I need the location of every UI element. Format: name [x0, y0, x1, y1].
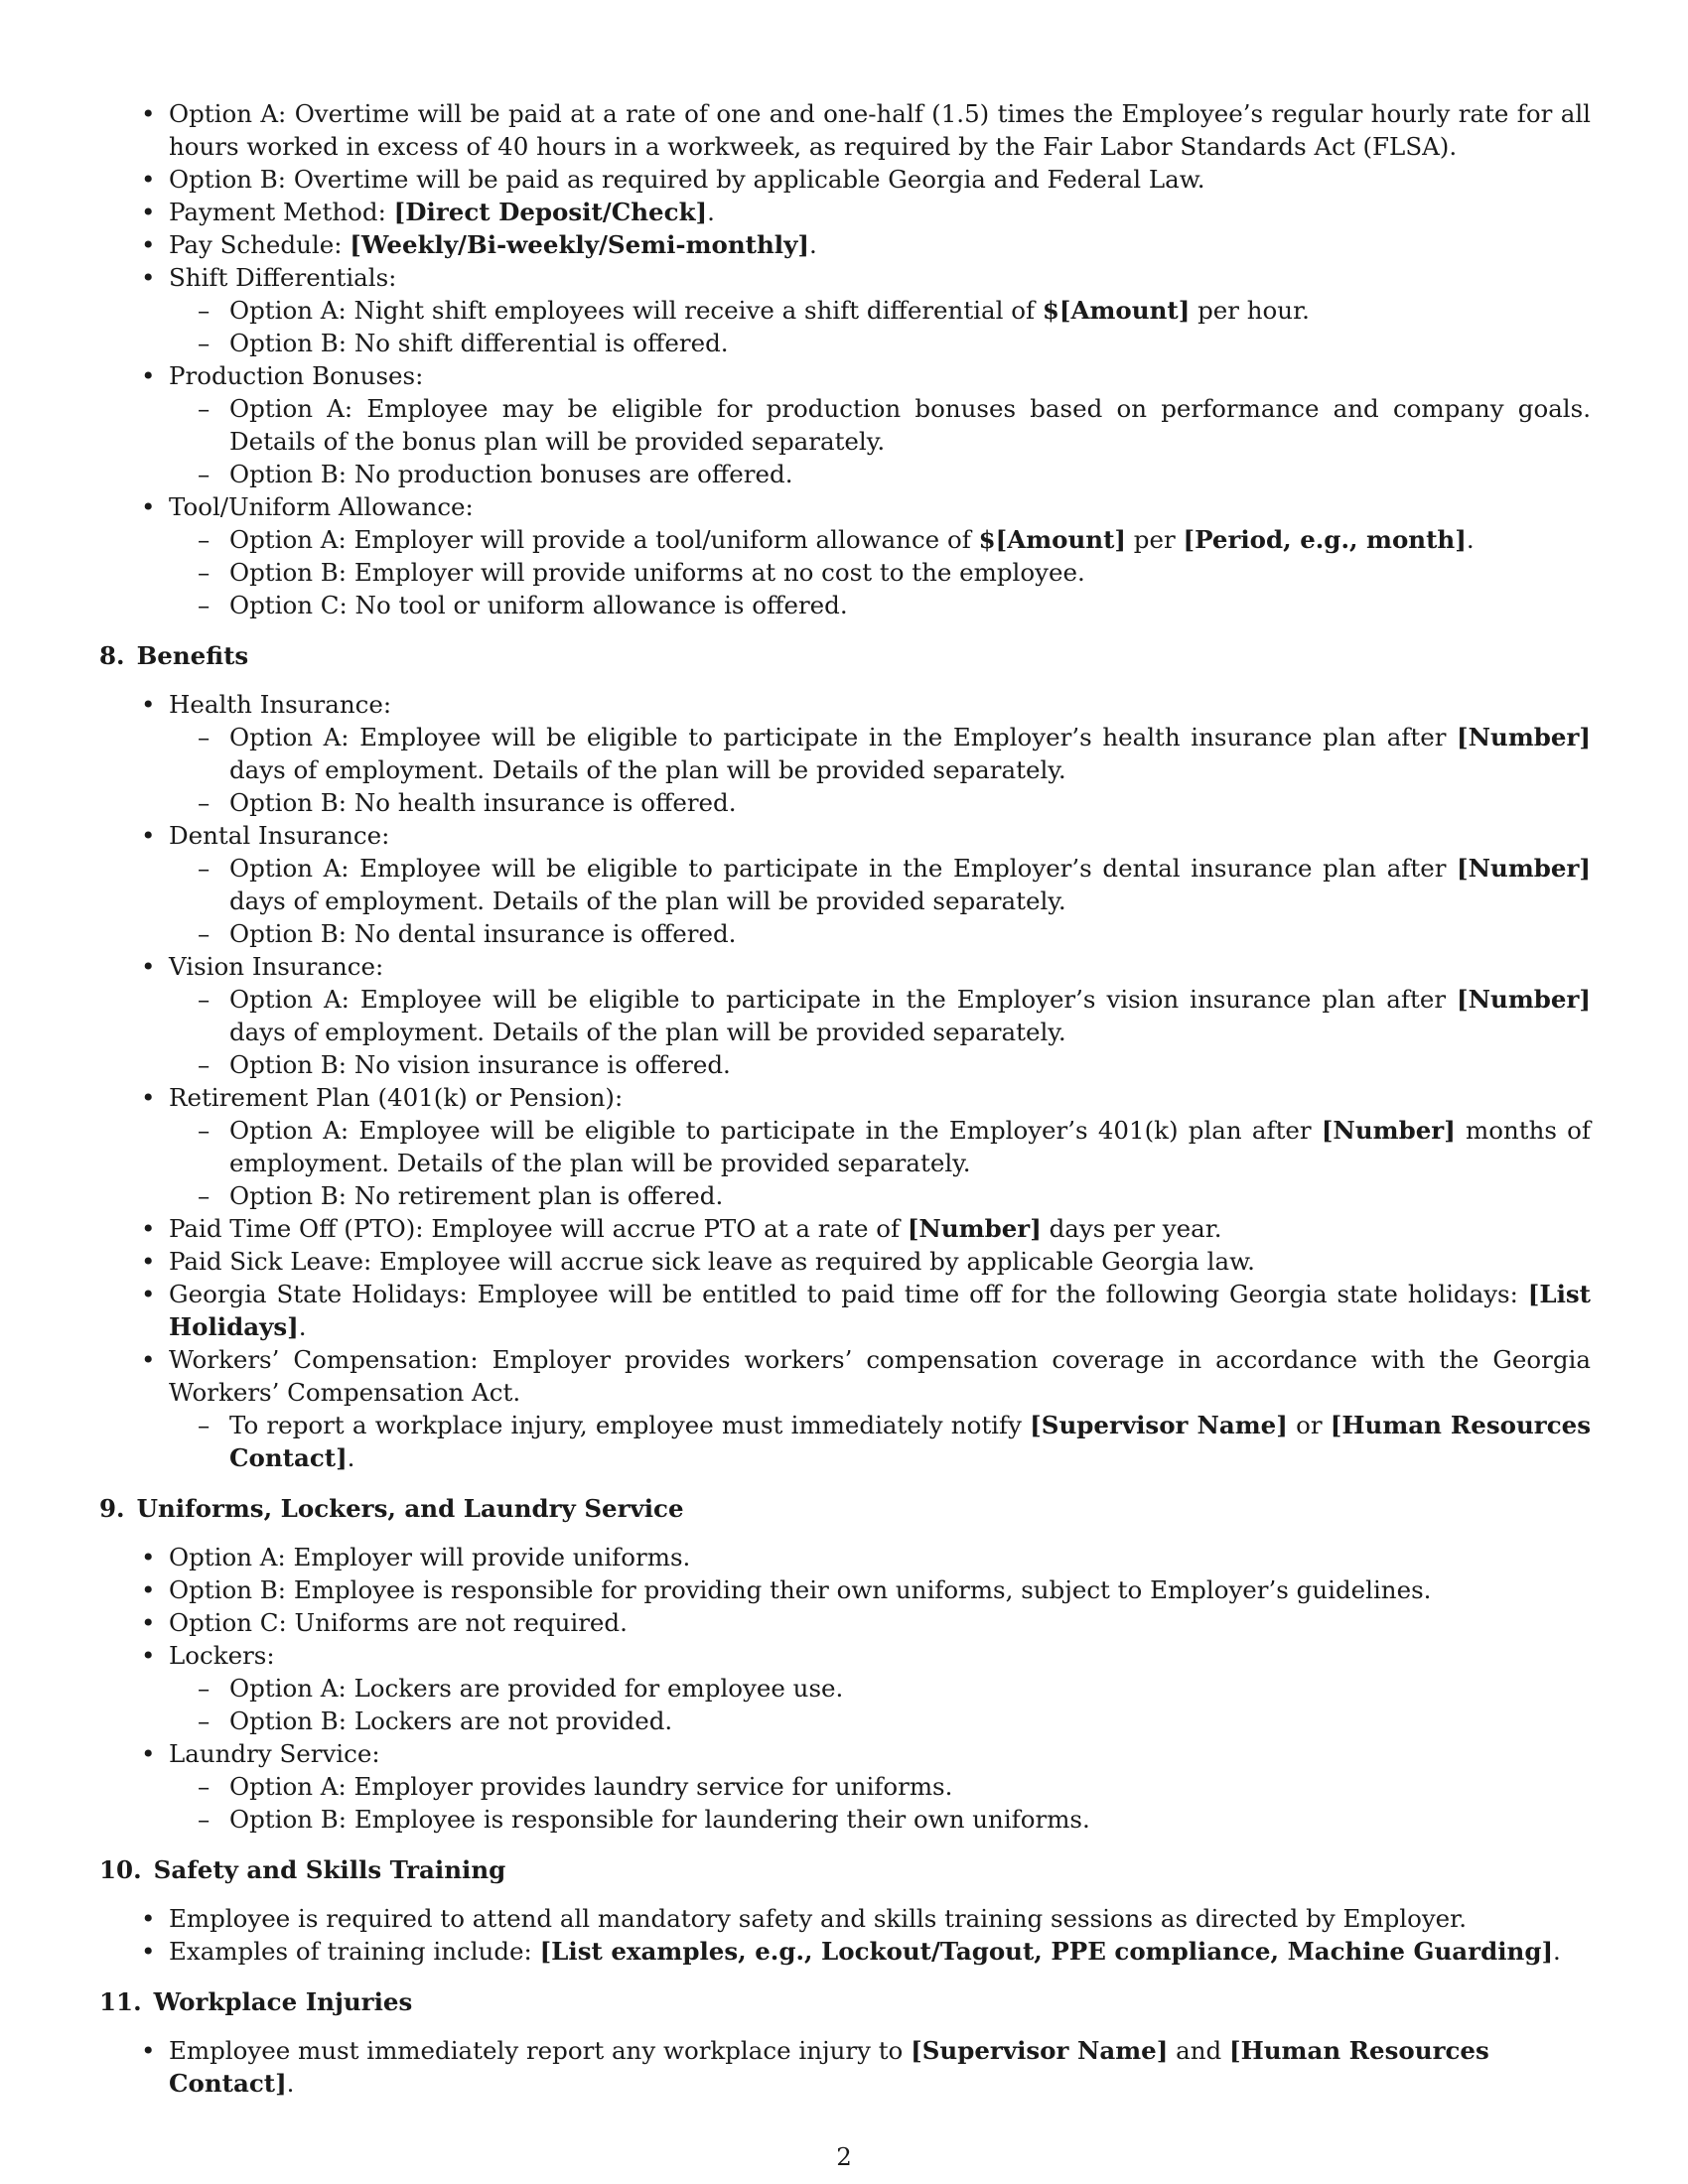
list-item-vision-b: – Option B: No vision insurance is offered.: [229, 1048, 1591, 1081]
list-item-health-insurance: • Health Insurance: – Option A: Employee will be eligible to participate in the Employer’s health insurance plan after [Number] days of employment. Details of the plan will be provided separately. – Option B: No health insurance is offered.: [169, 688, 1591, 819]
list-item-sick-leave: • Paid Sick Leave: Employee will accrue sick leave as required by applicable Georgia law.: [169, 1245, 1591, 1278]
vision-insurance-options: [169, 983, 1591, 1081]
list-item-tool-uniform-b: – Option B: Employer will provide uniforms at no cost to the employee.: [229, 556, 1591, 589]
list-item-vision-insurance: • Vision Insurance: – Option A: Employee will be eligible to participate in the Employer’s vision insurance plan after [Number] days of employment. Details of the plan will be provided separately. – Option B: No vision insurance is offered.: [169, 950, 1591, 1081]
list-item-dental-b: – Option B: No dental insurance is offered.: [229, 917, 1591, 950]
list-item-shift-diff-a: – Option A: Night shift employees will receive a shift differential of $[Amount] per hour.: [229, 294, 1591, 327]
compensation-list: [99, 97, 1591, 621]
list-item-report-injury-main: • Employee must immediately report any workplace injury to [Supervisor Name] and [Human Resources Contact].: [169, 2034, 1591, 2100]
list-item-laundry-a: – Option A: Employer provides laundry service for uniforms.: [229, 1770, 1591, 1803]
list-item-shift-differentials: • Shift Differentials: – Option A: Night shift employees will receive a shift differential of $[Amount] per hour. – Option B: No shift differential is offered.: [169, 261, 1591, 359]
list-item-laundry-b: – Option B: Employee is responsible for laundering their own uniforms.: [229, 1803, 1591, 1836]
section-heading-uniforms: 9. Uniforms, Lockers, and Laundry Service: [99, 1494, 684, 1523]
list-item-uniforms-c: • Option C: Uniforms are not required.: [169, 1606, 1591, 1639]
list-item-shift-diff-b: – Option B: No shift differential is offered.: [229, 327, 1591, 359]
health-insurance-options: [169, 721, 1591, 819]
uniforms-list: [99, 1541, 1591, 1836]
benefits-list: [99, 688, 1591, 1474]
list-item-lockers-a: – Option A: Lockers are provided for employee use.: [229, 1672, 1591, 1705]
list-item-workers-compensation: • Workers’ Compensation: Employer provides workers’ compensation coverage in accordance with the Georgia Workers’ Compensation Act. – To report a workplace injury, employee must immediately notify [Supervisor Name] or [Human Resources Contact].: [169, 1343, 1591, 1474]
list-item-overtime-b: • Option B: Overtime will be paid as required by applicable Georgia and Federal Law.: [169, 163, 1591, 196]
list-item-tool-uniform-a: – Option A: Employer will provide a tool/uniform allowance of $[Amount] per [Period, e.g., month].: [229, 523, 1591, 556]
retirement-plan-options: [169, 1114, 1591, 1212]
page-number: 2: [836, 2142, 852, 2171]
workplace-injuries-list: [99, 2034, 1591, 2100]
list-item-lockers-b: – Option B: Lockers are not provided.: [229, 1705, 1591, 1737]
list-item-state-holidays: • Georgia State Holidays: Employee will be entitled to paid time off for the following Georgia state holidays: [List Holidays].: [169, 1278, 1591, 1343]
list-item-health-b: – Option B: No health insurance is offered.: [229, 786, 1591, 819]
list-item-prod-bonus-a: – Option A: Employee may be eligible for production bonuses based on performance and company goals. Details of the bonus plan will be provided separately.: [229, 392, 1591, 458]
workers-compensation-options: [169, 1409, 1591, 1474]
list-item-retirement-b: – Option B: No retirement plan is offered.: [229, 1179, 1591, 1212]
lockers-options: [169, 1672, 1591, 1737]
laundry-options: [169, 1770, 1591, 1836]
list-item-tool-uniform-c: – Option C: No tool or uniform allowance is offered.: [229, 589, 1591, 621]
list-item-retirement-plan: • Retirement Plan (401(k) or Pension): – Option A: Employee will be eligible to participate in the Employer’s 401(k) plan after [Number] months of employment. Details of the plan will be provided separately. – Option B: No retirement plan is offered.: [169, 1081, 1591, 1212]
document-body: [99, 97, 1591, 2100]
shift-differentials-options: [169, 294, 1591, 359]
tool-uniform-options: [169, 523, 1591, 621]
list-item-dental-insurance: • Dental Insurance: – Option A: Employee will be eligible to participate in the Employer’s dental insurance plan after [Number] days of employment. Details of the plan will be provided separately. – Option B: No dental insurance is offered.: [169, 819, 1591, 950]
section-heading-workplace-injuries: 11. Workplace Injuries: [99, 1987, 413, 2016]
list-item-mandatory-training: • Employee is required to attend all mandatory safety and skills training sessions as directed by Employer.: [169, 1902, 1591, 1935]
list-item-uniforms-b: • Option B: Employee is responsible for providing their own uniforms, subject to Employer’s guidelines.: [169, 1573, 1591, 1606]
list-item-uniforms-a: • Option A: Employer will provide uniforms.: [169, 1541, 1591, 1573]
section-heading-benefits: 8. Benefits: [99, 641, 249, 670]
section-heading-safety-training: 10. Safety and Skills Training: [99, 1855, 506, 1884]
dental-insurance-options: [169, 852, 1591, 950]
list-item-pto: • Paid Time Off (PTO): Employee will accrue PTO at a rate of [Number] days per year.: [169, 1212, 1591, 1245]
list-item-retirement-a: – Option A: Employee will be eligible to participate in the Employer’s 401(k) plan after [Number] months of employment. Details of the plan will be provided separately.: [229, 1114, 1591, 1179]
list-item-dental-a: – Option A: Employee will be eligible to participate in the Employer’s dental insurance plan after [Number] days of employment. Details of the plan will be provided separately.: [229, 852, 1591, 917]
list-item-vision-a: – Option A: Employee will be eligible to participate in the Employer’s vision insurance plan after [Number] days of employment. Details of the plan will be provided separately.: [229, 983, 1591, 1048]
list-item-tool-uniform-allowance: • Tool/Uniform Allowance: – Option A: Employer will provide a tool/uniform allowance of $[Amount] per [Period, e.g., month]. – Option B: Employer will provide uniforms at no cost to the employee. – Option C: No tool or uniform allowance is offered.: [169, 490, 1591, 621]
list-item-payment-method: • Payment Method: [Direct Deposit/Check].: [169, 196, 1591, 228]
list-item-training-examples: • Examples of training include: [List examples, e.g., Lockout/Tagout, PPE compliance, Machine Guarding].: [169, 1935, 1591, 1968]
list-item-pay-schedule: • Pay Schedule: [Weekly/Bi-weekly/Semi-monthly].: [169, 228, 1591, 261]
list-item-laundry-service: • Laundry Service: – Option A: Employer provides laundry service for uniforms. – Option B: Employee is responsible for laundering their own uniforms.: [169, 1737, 1591, 1836]
list-item-report-injury: – To report a workplace injury, employee must immediately notify [Supervisor Name] or [Human Resources Contact].: [229, 1409, 1591, 1474]
production-bonuses-options: [169, 392, 1591, 490]
list-item-lockers: • Lockers: – Option A: Lockers are provided for employee use. – Option B: Lockers are not provided.: [169, 1639, 1591, 1737]
list-item-prod-bonus-b: – Option B: No production bonuses are offered.: [229, 458, 1591, 490]
list-item-production-bonuses: • Production Bonuses: – Option A: Employee may be eligible for production bonuses based on performance and company goals. Details of the bonus plan will be provided separately. – Option B: No production bonuses are offered.: [169, 359, 1591, 490]
list-item-overtime-a: • Option A: Overtime will be paid at a rate of one and one-half (1.5) times the Employee’s regular hourly rate for all hours worked in excess of 40 hours in a workweek, as required by the Fair Labor Standards Act (FLSA).: [169, 97, 1591, 163]
list-item-health-a: – Option A: Employee will be eligible to participate in the Employer’s health insurance plan after [Number] days of employment. Details of the plan will be provided separately.: [229, 721, 1591, 786]
safety-training-list: [99, 1902, 1591, 1968]
